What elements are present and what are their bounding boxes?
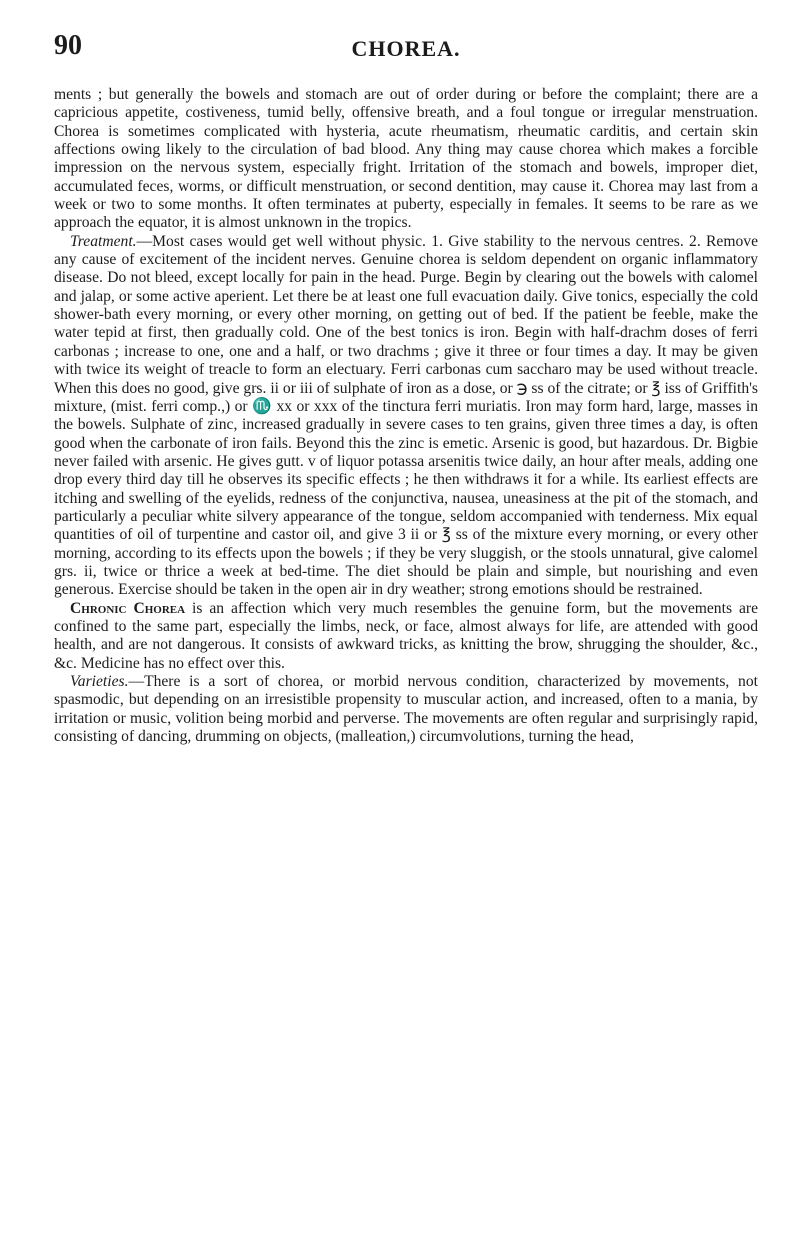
varieties-heading: Varieties.: [70, 673, 129, 690]
running-head: CHOREA.: [351, 36, 461, 61]
chronic-chorea-heading: Chronic Chorea: [70, 599, 186, 617]
treatment-text: —Most cases would get well without physic. 1. Give stability to the nervous centres. 2. Remove any cause of excitement of the incident nerves. Genuine chorea is seldom dependent on organic inflammatory disease. Do not bleed, except locally for pain in the head. Purge. Begin by clearing out the bowels with calomel and jalap, or some active aperient. Let there be at least one full evacuation daily. Give tonics, especially the cold shower-bath every morning, or every other morning, on getting out of bed. If the patient be feeble, make the water tepid at first, then gradually cold. One of the best tonics is iron. Begin with half-drachm doses of ferri carbonas ; increase to one, one and a half, or two drachms ; give it three or four times a day. It may be given with twice its weight of treacle to form an electuary. Ferri carbonas cum saccharo may be used without treacle. When this does no good, give grs. ii or iii of sulphate of iron as a dose, or ℈ ss of the citrate; or ℥ iss of Griffith's mixture, (mist. ferri comp.,) or ♏ xx or xxx of the tinctura ferri muriatis. Iron may form hard, large, masses in the bowels. Sulphate of zinc, increased gradually in severe cases to ten grains, given three times a day, is often good when the carbonate of iron fails. Beyond this the zinc is emetic. Arsenic is good, but hazardous. Dr. Bigbie never failed with arsenic. He gives gutt. v of liquor potassa arsenitis twice daily, an hour after meals, adding one drop every third day till he observes its specific effects ; he then withdraws it for a while. Its earliest effects are itching and swelling of the eyelids, redness of the conjunctiva, nausea, uneasiness at the pit of the stomach, and particularly a peculiar white silvery appearance of the tongue, seldom accompanied with tenderness. Mix equal quantities of oil of turpentine and castor oil, and give 3 ii or ℥ ss of the mixture every morning, or every other morning, according to its effects upon the bowels ; if they be very sluggish, or the stools unnatural, give calomel grs. ii, twice or thrice a week at bed-time. The diet should be plain and simple, but nourishing and even generous. Exercise should be taken in the open air in dry weather; strong emotions should be restrained.: [54, 232, 758, 599]
varieties-text: —There is a sort of chorea, or morbid nervous condition, characterized by movements, not spasmodic, but depending on an irresistible propensity to muscular action, and increased, often to a mania, by irritation or music, volition being morbid and perverse. The movements are often regular and surprisingly rapid, consisting of dancing, drumming on objects, (malleation,) circumvolutions, turning the head,: [54, 673, 758, 746]
paragraph-varieties: [54, 673, 758, 746]
page-number: 90: [54, 30, 82, 61]
chronic-chorea-text: is an affection which very much resembles the genuine form, but the movements are confined to the same part, especially the limbs, neck, or face, almost always for life, are attended with good health, and are not dangerous. It consists of awkward tricks, as knitting the brow, shrugging the shoulder, &c., &c. Medicine has no effect over this.: [54, 599, 758, 672]
paragraph-chronic-chorea: [54, 600, 758, 673]
paragraph-symptoms: ments ; but generally the bowels and stomach are out of order during or before the complaint; there are a capricious appetite, costiveness, tumid belly, offensive breath, and a foul tongue or irregular menstruation. Chorea is sometimes complicated with hysteria, acute rheumatism, rheumatic carditis, and certain skin affections owing likely to the circulation of bad blood. Any thing may cause chorea which makes a forcible impression on the nervous system, especially fright. Irritation of the stomach and bowels, improper diet, accumulated feces, worms, or difficult menstruation, or second dentition, may cause it. Chorea may last from a week or two to some months. It often terminates at puberty, especially in females. It seems to be rare as we approach the equator, it is almost unknown in the tropics.: [54, 86, 758, 232]
paragraph-treatment: [54, 233, 758, 600]
treatment-heading: Treatment.: [70, 232, 137, 250]
page-header: [54, 30, 758, 86]
book-page: [54, 30, 758, 1230]
body-text: [54, 86, 758, 746]
